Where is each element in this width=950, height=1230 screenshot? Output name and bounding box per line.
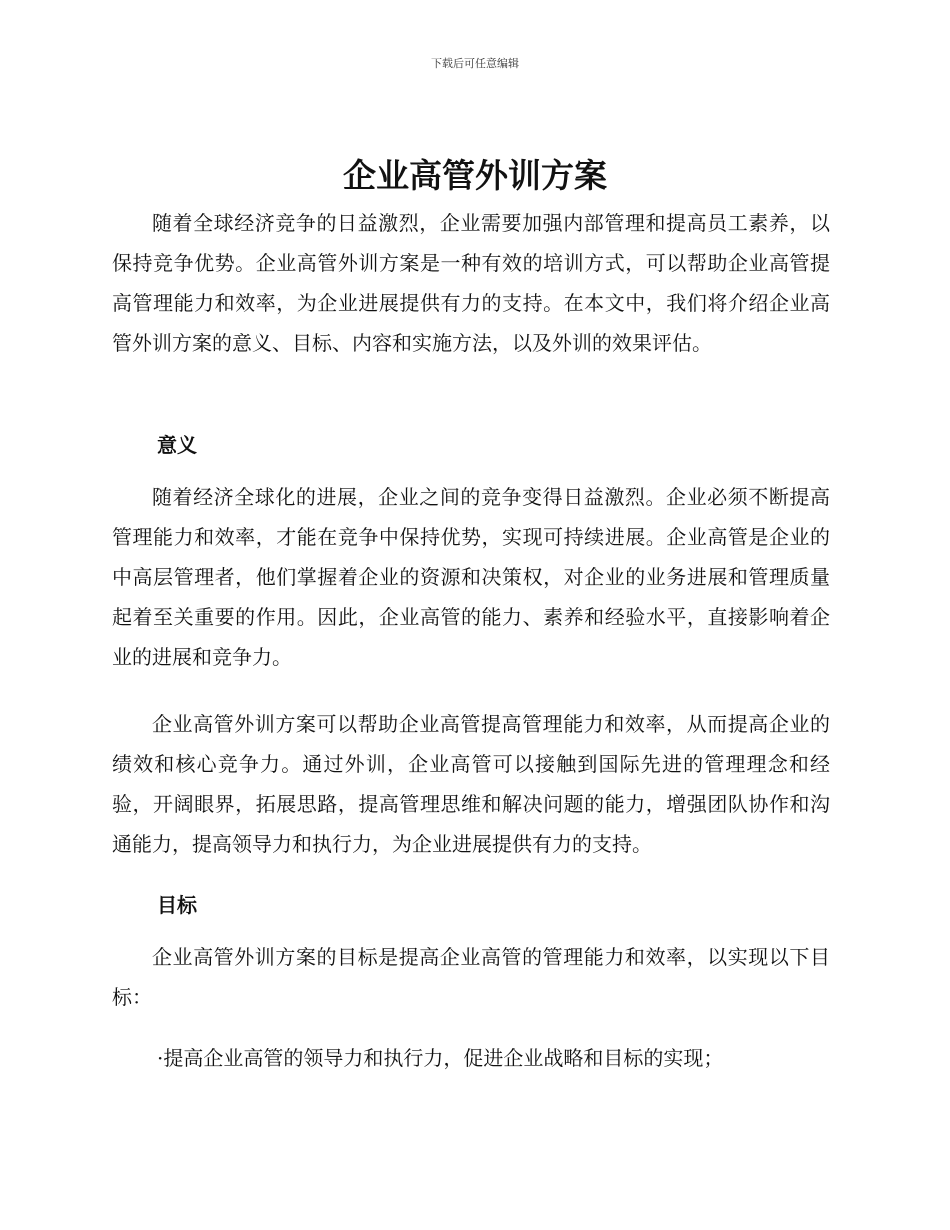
- goal-bullet-1: ·提高企业高管的领导力和执行力，促进企业战略和目标的实现；: [157, 1046, 724, 1070]
- meaning-paragraph-1: 随着经济全球化的进展，企业之间的竞争变得日益激烈。企业必须不断提高管理能力和效率，才能在竞争中保持优势，实现可持续进展。企业高管是企业的中高层管理者，他们掌握着企业的资源和决策权，对企业的业务进展和管理质量起着至关重要的作用。因此，企业高管的能力、素养和经验水平，直接影响着企业的进展和竞争力。: [112, 485, 830, 669]
- intro-paragraph: 随着全球经济竞争的日益激烈，企业需要加强内部管理和提高员工素养，以保持竞争优势。企业高管外训方案是一种有效的培训方式，可以帮助企业高管提高管理能力和效率，为企业进展提供有力的支持。在本文中，我们将介绍企业高管外训方案的意义、目标、内容和实施方法，以及外训的效果评估。: [112, 211, 830, 355]
- goal-paragraph-1: 企业高管外训方案的目标是提高企业高管的管理能力和效率，以实现以下目标：: [112, 945, 830, 1009]
- section-heading-goal: 目标: [157, 893, 197, 917]
- header-note: 下载后可任意编辑: [431, 57, 519, 70]
- meaning-paragraph-2: 企业高管外训方案可以帮助企业高管提高管理能力和效率，从而提高企业的绩效和核心竞争力。通过外训，企业高管可以接触到国际先进的管理理念和经验，开阔眼界，拓展思路，提高管理思维和解决问题的能力，增强团队协作和沟通能力，提高领导力和执行力，为企业进展提供有力的支持。: [112, 712, 830, 856]
- document-title: 企业高管外训方案: [343, 156, 607, 195]
- section-heading-meaning: 意义: [157, 433, 197, 457]
